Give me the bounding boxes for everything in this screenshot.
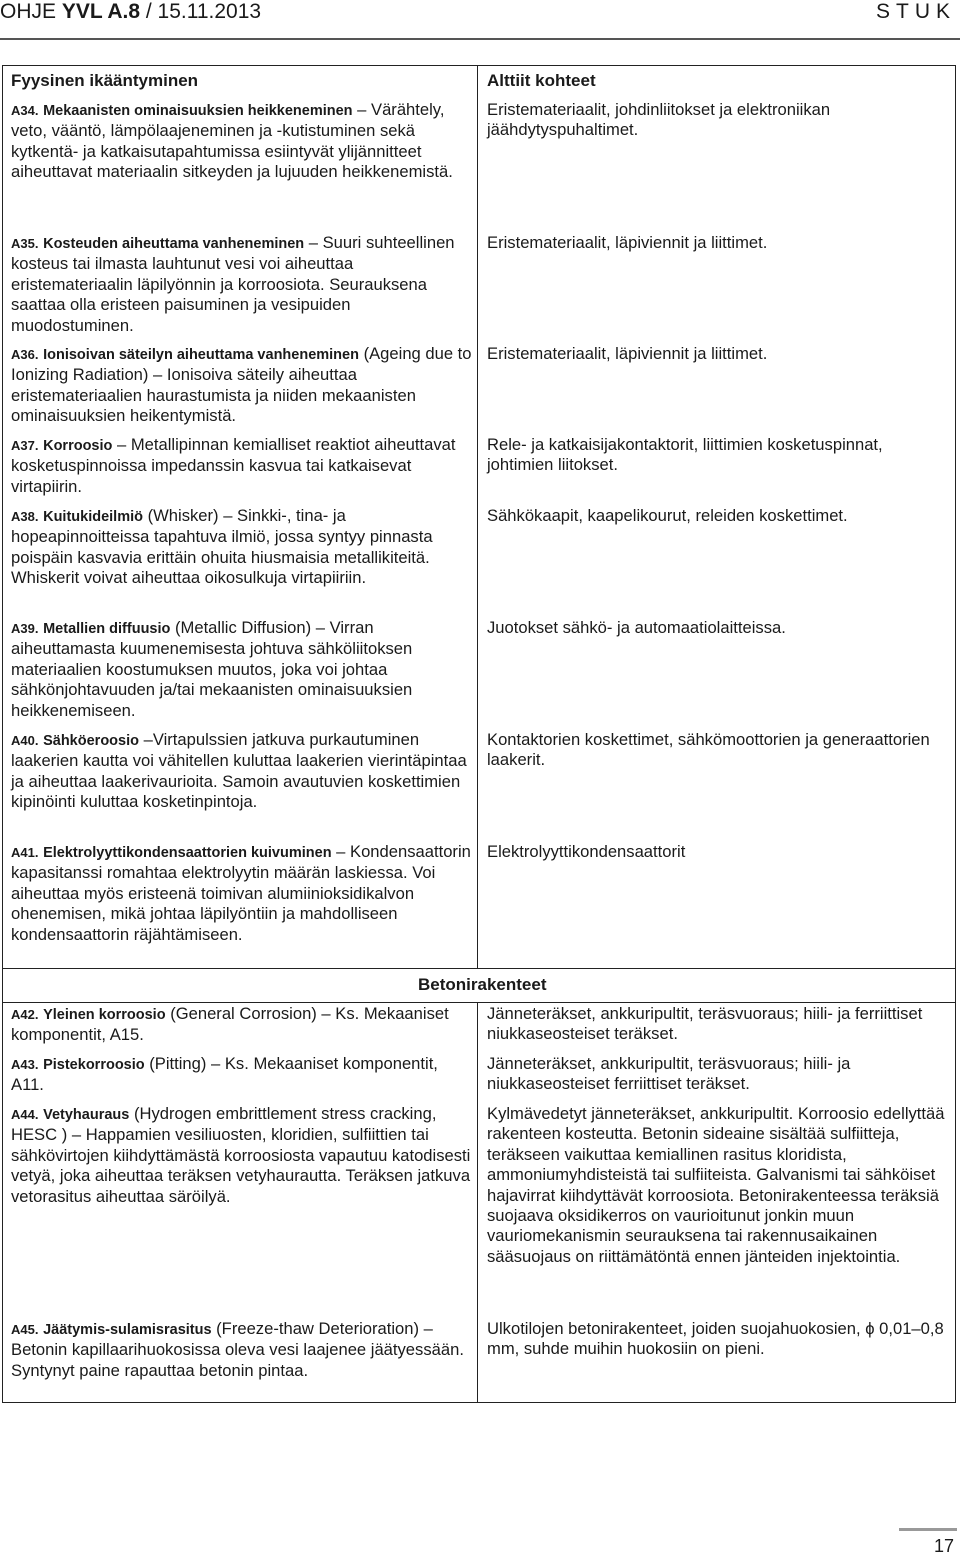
- mechanism-cell: [11, 435, 473, 497]
- column-divider: [477, 66, 478, 968]
- mechanism-cell: [11, 1054, 473, 1096]
- mechanism-cell: [11, 1004, 473, 1046]
- mechanism-description: – Suuri suhteellinen kosteus tai ilmasta lauhtunut vesi voi aiheuttaa eristemateriaalin läpilyönnin ja korroosiota. Seurauksena saattaa olla eristeen paisuminen ja vesipuiden muodostuminen.: [11, 233, 455, 335]
- target-cell: Sähkökaapit, kaapelikourut, releiden koskettimet.: [487, 506, 848, 525]
- target-cell: Jänneteräkset, ankkuripultit, teräsvuoraus; hiili- ja niukkaseosteiset ferriittiset teräkset.: [487, 1054, 851, 1094]
- column-divider: [477, 1002, 478, 1402]
- column-header-targets: Alttiit kohteet: [487, 71, 596, 90]
- target-cell: Ulkotilojen betonirakenteet, joiden suojahuokosien, ϕ 0,01–0,8 mm, suhde muihin huokosiin on pieni.: [487, 1319, 944, 1359]
- page-number-rule: [899, 1528, 957, 1531]
- mechanism-description: – Kondensaattorin kapasitanssi romahtaa elektrolyytin määrän laskiessa. Voi aiheuttaa myös eristeenä toimivan alumiinioksidikalvon ohenemisen, mikä johtaa läpilyöntiin ja mahdolliseen kondensaattorin räjähtämiseen.: [11, 842, 471, 944]
- mechanism-code: A34.: [11, 103, 39, 118]
- mechanism-description: – Värähtely, veto, vääntö, lämpölaajeneminen ja -kutistuminen sekä kytkentä- ja katkaisutapahtumissa esiintyvät ylijännitteet aiheuttavat materiaalin sitkeyden ja lujuuden heikkenemistä.: [11, 100, 453, 182]
- doc-code: YVL A.8: [61, 0, 141, 23]
- page-number: 17: [933, 1536, 954, 1556]
- target-cell: Eristemateriaalit, läpiviennit ja liittimet.: [487, 344, 768, 363]
- mechanism-title: Mekaanisten ominaisuuksien heikkeneminen: [43, 103, 353, 119]
- mechanism-title: Korroosio: [43, 438, 113, 454]
- organization-logo-text: STUK: [875, 0, 956, 23]
- mechanism-title: Ionisoivan säteilyn aiheuttama vanheneminen: [43, 347, 359, 363]
- mechanism-cell: [11, 344, 473, 427]
- mechanism-description: – Metallipinnan kemialliset reaktiot aiheuttavat kosketuspinnoissa impedanssin kasvua tai katkaisevat virtapiirin.: [11, 435, 456, 496]
- mechanism-cell: [11, 1104, 473, 1207]
- mechanism-cell: [11, 618, 473, 721]
- section-divider: [3, 968, 955, 969]
- mechanism-description: (Metallic Diffusion) – Virran aiheuttamasta kuumenemisesta johtuva sähköliitoksen materiaalien koostumuksen muutos, joka voi johtaa sähkönjohtavuuden ja/tai mekaanisten ominaisuuksien heikkenemiseen.: [11, 618, 413, 720]
- mechanism-description: (Whisker) – Sinkki-, tina- ja hopeapinnoitteissa tapahtuva ilmiö, jossa syntyy pinnasta poispäin kasvavia erittäin ohuita hiusmaisia metallikiteitä. Whiskerit voivat aiheuttaa oikosulkuja virtapiiriin.: [11, 506, 433, 588]
- mechanism-title: Kosteuden aiheuttama vanheneminen: [43, 236, 305, 252]
- mechanism-description: (General Corrosion) – Ks. Mekaaniset komponentit, A15.: [11, 1004, 449, 1045]
- mechanism-description: –Virtapulssien jatkuva purkautuminen laakerien kautta voi vähitellen kuluttaa laakerien vierintäpintaa ja aiheuttaa laakerivaurioita. Samoin avautuvien koskettimien kipinöinti kuluttaa kosketinpintoja.: [11, 730, 467, 812]
- header-divider: [0, 38, 960, 40]
- mechanism-description: (Hydrogen embrittlement stress cracking, HESC ) – Happamien vesiliuosten, kloridien, sulfiittien tai sähkövirtojen kiihdyttämästä korroosiosta vapautuu katodisesti vetyä, joka aiheuttaa teräksen vetyhaurautta. Teräksen jatkuva vetorasitus aiheuttaa säröilyä.: [11, 1104, 471, 1206]
- mechanism-title: Yleinen korroosio: [43, 1007, 166, 1023]
- mechanism-code: A37.: [11, 438, 39, 453]
- target-cell: Kontaktorien koskettimet, sähkömoottorien ja generaattorien laakerit.: [487, 730, 930, 770]
- mechanism-code: A35.: [11, 236, 39, 251]
- mechanism-cell: [11, 730, 473, 813]
- mechanism-code: A36.: [11, 347, 39, 362]
- mechanism-title: Metallien diffuusio: [43, 621, 171, 637]
- mechanism-code: A41.: [11, 845, 39, 860]
- mechanism-code: A40.: [11, 733, 39, 748]
- doc-prefix: OHJE: [0, 0, 62, 23]
- target-cell: Rele- ja katkaisijakontaktorit, liittimien kosketuspinnat, johtimien liitokset.: [487, 435, 883, 475]
- target-cell: Jänneteräkset, ankkuripultit, teräsvuoraus; hiili- ja ferriittiset niukkaseosteiset teräkset.: [487, 1004, 923, 1044]
- section-header-concrete: Betonirakenteet: [418, 975, 547, 994]
- document-id: [0, 0, 261, 24]
- doc-date: / 15.11.2013: [140, 0, 262, 23]
- mechanism-title: Sähköeroosio: [43, 733, 139, 749]
- mechanism-code: A42.: [11, 1007, 39, 1022]
- target-cell: Kylmävedetyt jänneteräkset, ankkuripultit. Korroosio edellyttää rakenteen kosteutta. Betonin sideaine sisältää sulfiitteja, teräkseen vaikuttaa kemiallinen rasitus kloridista, ammoniumyhdisteistä tai sulfiiteista. Galvanismi tai sähköiset hajavirrat kiihdyttävät korroosiota. Betonirakenteessa teräksiä suojaava oksidikerros on vaurioitunut jonkin muun vauriomekanismin seurauksena tai rakennusaikainen sääsuojaus on riittämätöntä ennen jänteiden injektointia.: [487, 1104, 945, 1266]
- mechanism-code: A45.: [11, 1322, 39, 1337]
- mechanism-code: A39.: [11, 621, 39, 636]
- mechanism-code: A38.: [11, 509, 39, 524]
- column-header-mechanism: Fyysinen ikääntyminen: [11, 71, 199, 90]
- section-divider: [3, 1002, 955, 1003]
- mechanism-cell: [11, 842, 473, 945]
- mechanism-title: Vetyhauraus: [43, 1107, 130, 1123]
- target-cell: Eristemateriaalit, läpiviennit ja liittimet.: [487, 233, 768, 252]
- mechanism-cell: [11, 1319, 473, 1381]
- target-cell: Elektrolyyttikondensaattorit: [487, 842, 686, 861]
- target-cell: Juotokset sähkö- ja automaatiolaitteissa.: [487, 618, 786, 637]
- target-cell: Eristemateriaalit, johdinliitokset ja elektroniikan jäähdytyspuhaltimet.: [487, 100, 831, 140]
- mechanism-cell: [11, 506, 473, 589]
- mechanism-code: A44.: [11, 1107, 39, 1122]
- mechanism-code: A43.: [11, 1057, 39, 1072]
- mechanism-title: Kuitukideilmiö: [43, 509, 143, 525]
- mechanism-cell: [11, 100, 473, 183]
- mechanism-title: Elektrolyyttikondensaattorien kuivuminen: [43, 845, 332, 861]
- mechanism-cell: [11, 233, 473, 336]
- mechanism-description: (Pitting) – Ks. Mekaaniset komponentit, A11.: [11, 1054, 438, 1095]
- mechanism-title: Pistekorroosio: [43, 1057, 145, 1073]
- mechanism-description: (Ageing due to Ionizing Radiation) – Ionisoiva säteily aiheuttaa eristemateriaalien haurastumista ja niiden mekaanisten ominaisuuksien heikentymistä.: [11, 344, 472, 426]
- mechanism-title: Jäätymis-sulamisrasitus: [43, 1322, 212, 1338]
- mechanism-description: (Freeze-thaw Deterioration) – Betonin kapillaarihuokosissa oleva vesi laajenee jäätyessään. Syntynyt paine rapauttaa betonin pintaa.: [11, 1319, 464, 1380]
- ageing-mechanisms-table: [2, 65, 956, 1403]
